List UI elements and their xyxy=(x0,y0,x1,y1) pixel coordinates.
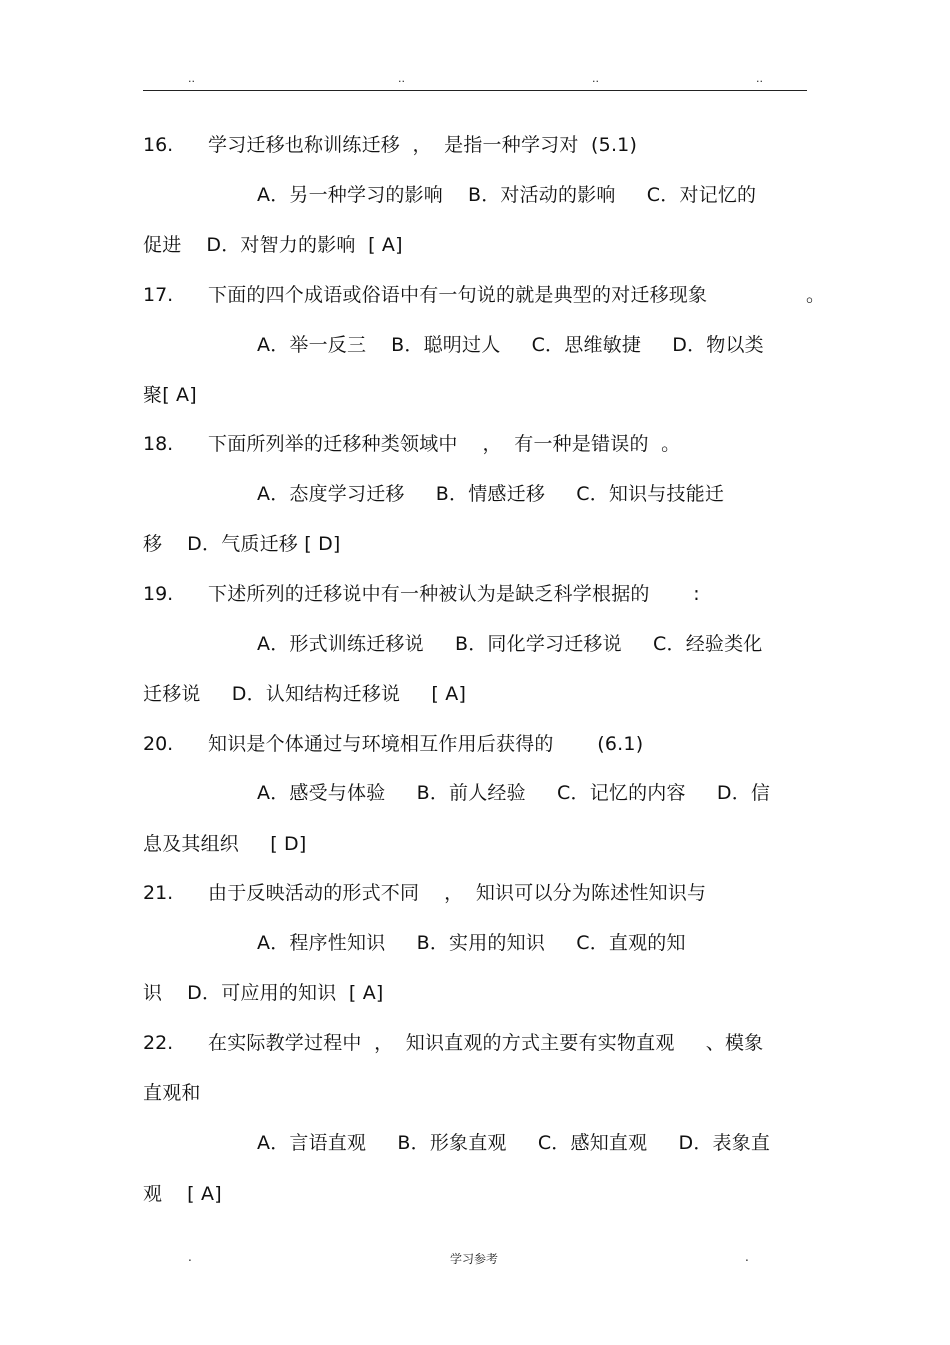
question-number: 17. xyxy=(143,284,174,306)
question-stem: 由于反映活动的形式不同 ， 知识可以分为陈述性知识与 xyxy=(208,882,707,904)
header-mark: .. xyxy=(188,72,195,85)
question-number: 22. xyxy=(143,1032,174,1054)
question-options-cont: 识 D．可应用的知识 [ A] xyxy=(143,982,384,1004)
question-stem: 下面所列举的迁移种类领域中 ， 有一种是错误的 。 xyxy=(208,433,681,455)
question-options-cont: 聚[ A] xyxy=(143,384,197,406)
question-stem-cont: 直观和 xyxy=(143,1082,201,1104)
question-stem: 下述所列的迁移说中有一种被认为是缺乏科学根据的 : xyxy=(208,583,700,605)
header-mark: .. xyxy=(592,72,599,85)
question-options-cont: 促进 D．对智力的影响 [ A] xyxy=(143,234,403,256)
header-mark: .. xyxy=(756,72,763,85)
question-options-cont: 观 [ A] xyxy=(143,1183,222,1205)
question-options: A．感受与体验 B．前人经验 C．记忆的内容 D．信 xyxy=(257,782,771,804)
question-options: A．程序性知识 B．实用的知识 C．直观的知 xyxy=(257,932,686,954)
question-options-cont: 息及其组织 [ D] xyxy=(143,833,307,855)
footer-mark-left: . xyxy=(188,1250,192,1264)
footer-mark-right: . xyxy=(745,1250,749,1264)
question-stem: 下面的四个成语或俗语中有一句说的就是典型的对迁移现象 xyxy=(208,284,708,306)
question-stem: 知识是个体通过与环境相互作用后获得的 (6.1) xyxy=(208,733,644,755)
question-options-cont: 移 D．气质迁移 [ D] xyxy=(143,533,341,555)
question-options-cont: 迁移说 D．认知结构迁移说 [ A] xyxy=(143,683,467,705)
question-options: A．另一种学习的影响 B．对活动的影响 C．对记忆的 xyxy=(257,184,757,206)
question-options: A．形式训练迁移说 B．同化学习迁移说 C．经验类化 xyxy=(257,633,763,655)
header-mark: .. xyxy=(398,72,405,85)
question-options: A．言语直观 B．形象直观 C．感知直观 D．表象直 xyxy=(257,1132,771,1154)
question-options: A．举一反三 B．聪明过人 C．思维敏捷 D．物以类 xyxy=(257,334,764,356)
question-stem: 学习迁移也称训练迁移 ， 是指一种学习对 (5.1) xyxy=(208,134,638,156)
question-number: 21. xyxy=(143,882,174,904)
question-number: 20. xyxy=(143,733,174,755)
question-options: A．态度学习迁移 B．情感迁移 C．知识与技能迁 xyxy=(257,483,725,505)
question-stem-tail: 。 xyxy=(806,284,826,306)
question-number: 19. xyxy=(143,583,174,605)
question-number: 18. xyxy=(143,433,174,455)
header-rule xyxy=(143,90,807,91)
footer-text: 学习参考 xyxy=(450,1252,499,1266)
question-number: 16. xyxy=(143,134,174,156)
question-stem: 在实际教学过程中 ， 知识直观的方式主要有实物直观 、模象 xyxy=(208,1032,764,1054)
